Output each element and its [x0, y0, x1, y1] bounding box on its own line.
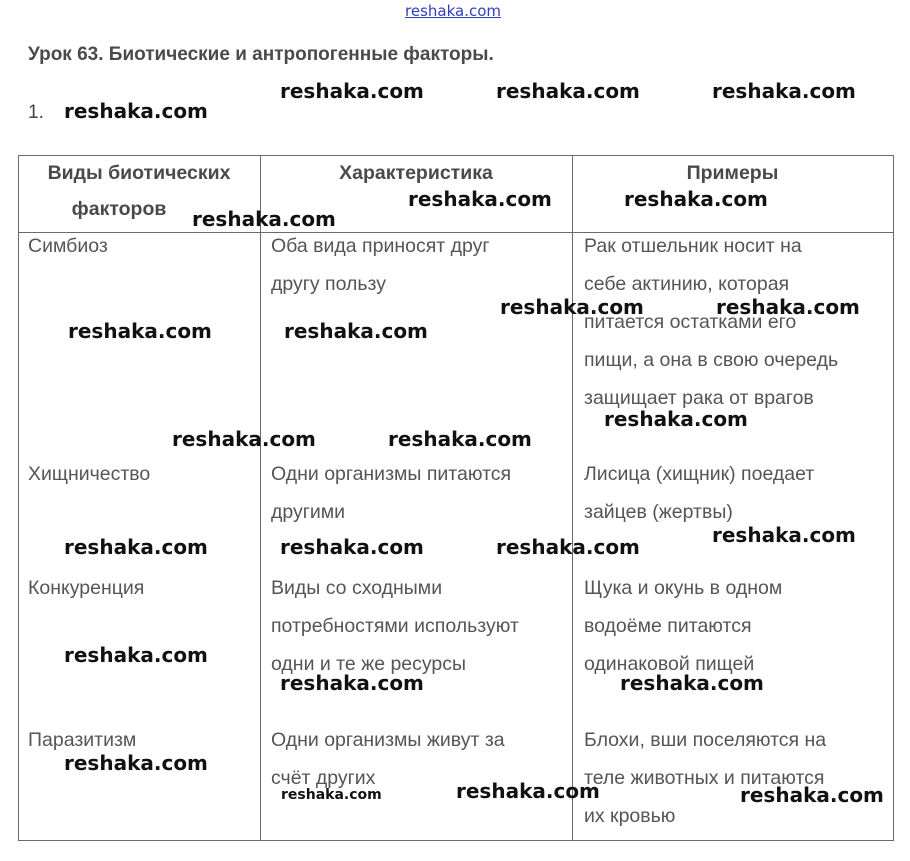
watermark: reshaka.com	[496, 79, 640, 103]
cell-line: Одни организмы питаются	[271, 463, 512, 485]
row-competition-desc	[271, 569, 519, 683]
column-divider-2	[572, 155, 573, 841]
cell-line: Паразитизм	[28, 729, 137, 751]
cell-line: одни и те же ресурсы	[271, 653, 467, 675]
cell-line: Щука и окунь в одном	[584, 577, 783, 599]
row-predation-example	[584, 455, 814, 531]
watermark: reshaka.com	[64, 643, 208, 667]
row-symbiosis-type	[28, 227, 108, 265]
cell-line: Одни организмы живут за	[271, 729, 505, 751]
cell-line: Виды со сходными	[271, 577, 443, 599]
header-line: факторов	[71, 198, 167, 220]
cell-line: защищает рака от врагов	[584, 387, 814, 409]
watermark: reshaka.com	[172, 427, 316, 451]
cell-line: их кровью	[584, 805, 676, 827]
watermark: reshaka.com	[620, 671, 764, 695]
cell-line: Оба вида приносят друг	[271, 235, 490, 257]
header-line: Виды биотических	[47, 162, 231, 184]
cell-line: пищи, а она в свою очередь	[584, 349, 839, 371]
row-competition-example	[584, 569, 782, 683]
cell-line: зайцев (жертвы)	[584, 501, 733, 523]
cell-line: другими	[271, 501, 346, 523]
lesson-title: Урок 63. Биотические и антропогенные факторы.	[28, 44, 494, 65]
column-divider-1	[260, 155, 261, 841]
watermark: reshaka.com	[604, 407, 748, 431]
watermark: reshaka.com	[281, 787, 382, 803]
watermark: reshaka.com	[500, 295, 644, 319]
cell-line: питается остатками его	[584, 311, 797, 333]
cell-line: водоёме питаются	[584, 615, 752, 637]
row-competition-type	[28, 569, 144, 607]
item-number: 1.	[28, 102, 44, 123]
header-line: Примеры	[686, 162, 779, 184]
watermark: reshaka.com	[456, 779, 600, 803]
watermark: reshaka.com	[64, 535, 208, 559]
cell-line: потребностями используют	[271, 615, 519, 637]
cell-line: теле животных и питаются	[584, 767, 825, 789]
cell-line: одинаковой пищей	[584, 653, 755, 675]
row-parasitism-example	[584, 721, 826, 835]
cell-line: Лисица (хищник) поедает	[584, 463, 815, 485]
cell-line: Конкуренция	[28, 577, 145, 599]
cell-line: счёт других	[271, 767, 376, 789]
watermark: reshaka.com	[280, 535, 424, 559]
watermark: reshaka.com	[740, 783, 884, 807]
row-symbiosis-desc	[271, 227, 489, 303]
cell-line: Симбиоз	[28, 235, 108, 257]
watermark: reshaka.com	[624, 187, 768, 211]
watermark: reshaka.com	[280, 671, 424, 695]
watermark: reshaka.com	[284, 319, 428, 343]
row-predation-desc	[271, 455, 511, 531]
table-border-bottom	[18, 840, 894, 841]
cell-line: Рак отшельник носит на	[584, 235, 802, 257]
site-link[interactable]: reshaka.com	[405, 2, 501, 20]
cell-line: Хищничество	[28, 463, 151, 485]
header-examples	[572, 155, 893, 191]
row-predation-type	[28, 455, 150, 493]
watermark: reshaka.com	[64, 99, 208, 123]
watermark: reshaka.com	[68, 319, 212, 343]
header-characteristic	[260, 155, 572, 191]
cell-line: себе актинию, которая	[584, 273, 790, 295]
row-symbiosis-example	[584, 227, 838, 417]
watermark: reshaka.com	[408, 187, 552, 211]
watermark: reshaka.com	[64, 751, 208, 775]
watermark: reshaka.com	[280, 79, 424, 103]
watermark: reshaka.com	[716, 295, 860, 319]
watermark: reshaka.com	[496, 535, 640, 559]
watermark: reshaka.com	[712, 79, 856, 103]
table-border-right	[893, 155, 894, 841]
header-line: Характеристика	[339, 162, 493, 184]
cell-line: Блохи, вши поселяются на	[584, 729, 827, 751]
watermark: reshaka.com	[712, 523, 856, 547]
table-border-left	[18, 155, 19, 841]
watermark: reshaka.com	[388, 427, 532, 451]
cell-line: другу пользу	[271, 273, 387, 295]
watermark: reshaka.com	[192, 207, 336, 231]
biotic-factors-table	[18, 155, 894, 841]
